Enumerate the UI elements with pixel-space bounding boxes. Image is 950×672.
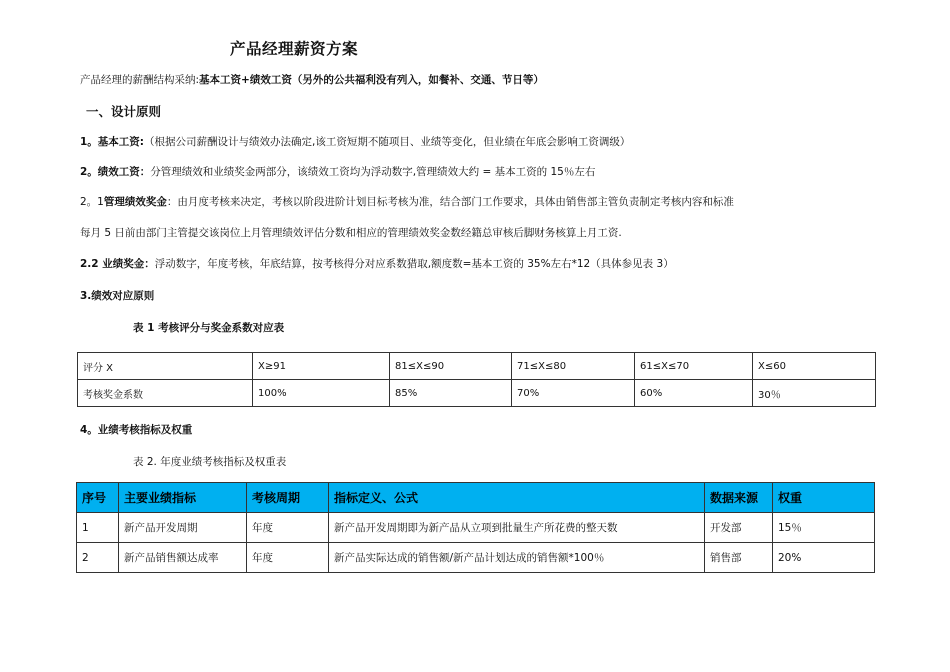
table-cell: 新产品实际达成的销售额/新产品计划达成的销售额*100％ (329, 543, 705, 573)
table-cell: 100% (253, 380, 390, 407)
table-cell: 2 (77, 543, 119, 573)
management-bonus-label: 管理绩效奖金 (103, 196, 167, 208)
table-cell: X≤60 (753, 353, 876, 380)
table-cell: 60% (635, 380, 753, 407)
table-cell: 15％ (773, 513, 875, 543)
table-cell: 61≤X≤70 (635, 353, 753, 380)
base-salary-text: （根据公司薪酬设计与绩效办法确定,该工资短期不随项目、业绩等变化，但业绩在年底会影响工资调级） (144, 136, 631, 148)
section-heading-1: 一、设计原则 (86, 104, 162, 119)
kpi-weight-table (76, 482, 875, 573)
table-cell: 开发部 (705, 513, 773, 543)
table-cell: 30％ (753, 380, 876, 407)
table-cell: 评分 X (78, 353, 253, 380)
table-row (77, 543, 875, 573)
paragraph-performance-bonus (80, 256, 674, 271)
table-header-cell: 权重 (773, 483, 875, 513)
performance-pay-text: 分管理绩效和业绩奖金两部分，该绩效工资均为浮动数字,管理绩效大约 = 基本工资的 15％左右 (150, 166, 596, 178)
table-cell: 71≤X≤80 (512, 353, 635, 380)
intro-prefix: 产品经理的薪酬结构采纳: (80, 74, 200, 86)
table-header-cell: 数据来源 (705, 483, 773, 513)
table-cell: X≥91 (253, 353, 390, 380)
table-row (77, 513, 875, 543)
table1-caption: 表 1 考核评分与奖金系数对应表 (133, 322, 285, 334)
table-cell: 考核奖金系数 (78, 380, 253, 407)
performance-bonus-label: 2.2 业绩奖金： (80, 258, 155, 270)
table-cell: 年度 (247, 513, 329, 543)
base-salary-label: 1。基本工资: (80, 136, 145, 148)
performance-pay-label: 2。绩效工资： (80, 166, 151, 178)
intro-line (80, 72, 544, 87)
table-header-row (77, 483, 875, 513)
section-heading-4: 4。业绩考核指标及权重 (80, 424, 193, 436)
table-cell: 1 (77, 513, 119, 543)
paragraph-management-bonus (80, 194, 734, 209)
doc-title: 产品经理薪资方案 (230, 40, 359, 58)
intro-bold: 基本工资+绩效工资（另外的公共福利没有列入，如餐补、交通、节日等） (199, 74, 544, 86)
paragraph-management-bonus-cont: 每月 5 日前由部门主管提交该岗位上月管理绩效评估分数和相应的管理绩效奖金数经籍总审核后脚财务核算上月工资. (80, 227, 622, 239)
table-cell: 新产品开发周期即为新产品从立项到批量生产所花费的整天数 (329, 513, 705, 543)
management-bonus-text: ：由月度考核来决定，考核以阶段进阶计划目标考核为准，结合部门工作要求，具体由销售部主管负责制定考核内容和标准 (166, 196, 734, 208)
table-row (78, 380, 876, 407)
score-coefficient-table (77, 352, 876, 407)
table-cell: 85% (390, 380, 512, 407)
table-cell: 70% (512, 380, 635, 407)
table2-caption: 表 2. 年度业绩考核指标及权重表 (133, 456, 287, 468)
table-header-cell: 指标定义、公式 (329, 483, 705, 513)
paragraph-performance-pay (80, 164, 595, 179)
performance-bonus-text: 浮动数字，年度考核，年底结算，按考核得分对应系数猎取,额度数=基本工资的 35%左右*12（具体参见表 3） (154, 258, 674, 270)
management-bonus-prefix: 2。1 (80, 196, 104, 208)
table-cell: 新产品开发周期 (119, 513, 247, 543)
table-header-cell: 主要业绩指标 (119, 483, 247, 513)
table-row (78, 353, 876, 380)
table-cell: 销售部 (705, 543, 773, 573)
section-heading-3: 3.绩效对应原则 (80, 290, 155, 302)
paragraph-base-salary (80, 134, 630, 149)
table-cell: 新产品销售额达成率 (119, 543, 247, 573)
table-cell: 年度 (247, 543, 329, 573)
table-cell: 20% (773, 543, 875, 573)
table-header-cell: 考核周期 (247, 483, 329, 513)
table-cell: 81≤X≤90 (390, 353, 512, 380)
table-header-cell: 序号 (77, 483, 119, 513)
